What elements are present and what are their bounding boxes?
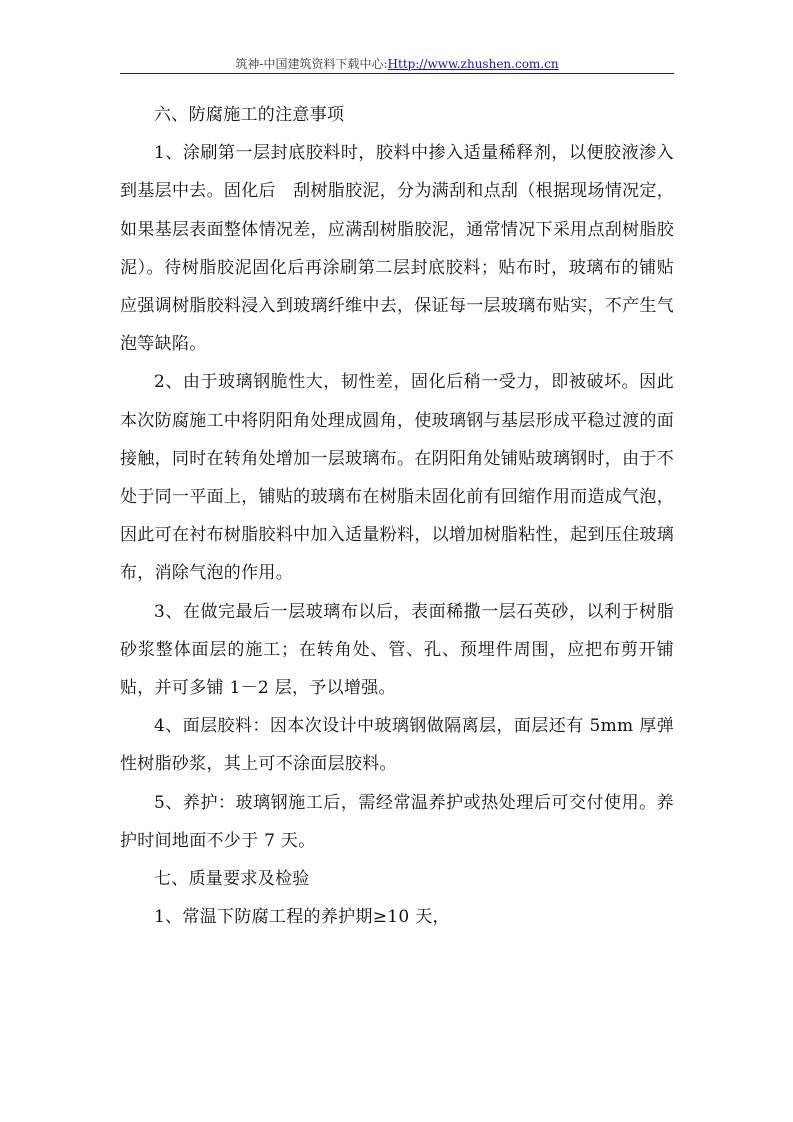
section-heading-7: 七、质量要求及检验: [154, 869, 310, 890]
page-header: [120, 56, 674, 72]
paragraph-item-2: 2、由于玻璃钢脆性大，韧性差，固化后稍一受力，即被破坏。因此本次防腐施工中将阴阳角处理成圆角，使玻璃钢与基层形成平稳过渡的面接触，同时在转角处增加一层玻璃布。在阴阳角处铺贴玻璃钢时，由于不处于同一平面上，铺贴的玻璃布在树脂未固化前有回缩作用而造成气泡，因此可在衬布树脂胶料中加入适量粉料，以增加树脂粘性，起到压住玻璃布，消除气泡的作用。: [120, 372, 674, 584]
header-site-name: 筑神-中国建筑资料下载中心:: [235, 57, 388, 71]
paragraph-quality-1: 1、常温下防腐工程的养护期≥10 天，: [154, 907, 450, 928]
paragraph-item-4: 4、面层胶料：因本次设计中玻璃钢做隔离层，面层还有 5mm 厚弹性树脂砂浆，其上可不涂面层胶料。: [120, 716, 674, 775]
document-body: [120, 96, 674, 936]
paragraph-item-5: 5、养护：玻璃钢施工后，需经常温养护或热处理后可交付使用。养护时间地面不少于 7 天。: [120, 792, 674, 851]
paragraph-item-3: 3、在做完最后一层玻璃布以后，表面稀撒一层石英砂，以利于树脂砂浆整体面层的施工；在转角处、管、孔、预埋件周围，应把布剪开铺贴，并可多铺 1－2 层，予以增强。: [120, 601, 674, 699]
section-heading-6: 六、防腐施工的注意事项: [154, 105, 345, 125]
paragraph-item-1: 1、涂刷第一层封底胶料时，胶料中掺入适量稀释剂，以便胶液渗入到基层中去。固化后 刮树脂胶泥，分为满刮和点刮（根据现场情况定，如果基层表面整体情况差，应满刮树脂胶泥，通常情况下采用点刮树脂胶泥）。待树脂胶泥固化后再涂刷第二层封底胶料；贴布时，玻璃布的铺贴应强调树脂胶料浸入到玻璃纤维中去，保证每一层玻璃布贴实，不产生气泡等缺陷。: [120, 143, 674, 355]
header-divider: [120, 73, 674, 74]
header-url-link[interactable]: Http://www.zhushen.com.cn: [387, 57, 559, 71]
